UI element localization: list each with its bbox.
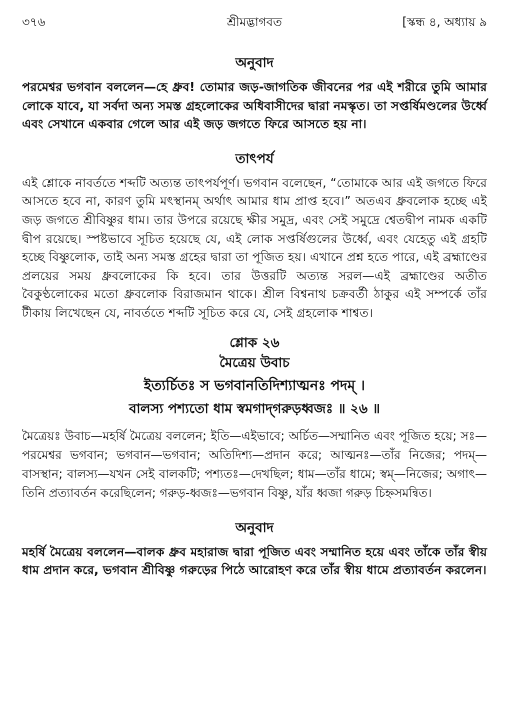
translation-heading: অনুবাদ (235, 55, 274, 71)
translation-text: পরমেশ্বর ভগবান বললেন—হে ধ্রুব! তোমার জড়-জাগতিক জীবনের পর এই শরীরে তুমি আমার লোকে যাবে, যা সর্বদা অন্য সমস্ত গ্রহলোকের অধিবাসীদের দ্বারা নমস্কৃত। তা সপ্তর্ষিমণ্ডলের উর্ধ্বে এবং সেখানে একবার গেলে আর এই জড় জগতে ফিরে আসতে হয় না। (22, 80, 487, 132)
verse-speaker: মৈত্রেয় উবাচ (219, 354, 290, 371)
purport-heading: তাৎপর্য (235, 150, 274, 167)
page-header (22, 14, 487, 36)
chapter-reference: [স্কন্ধ ৪, অধ্যায় ৯ (402, 15, 487, 29)
book-page (22, 14, 487, 580)
synonyms-text: মৈত্রেয়ঃ উবাচ—মহর্ষি মৈত্রেয় বললেন; ইতি—এইভাবে; অর্চিত—সম্মানিত এবং পূজিত হয়ে; সঃ—পরমেশ্বর ভগবান; ভগবান—ভগবান; অতিদিশ্য—প্রদান করে; আত্মনঃ—তাঁর নিজের; পদম্—বাসস্থান; বালস্য—যখন সেই বালকটি; পশ্যতঃ—দেখছিল; ধাম—তাঁর ধামে; স্বম্—নিজের; অগাৎ—তিনি প্রত্যাবর্তন করেছিলেন; গরুড়-ধ্বজঃ—ভগবান বিষ্ণু, যাঁর ধ্বজা গরুড় চিহ্নসমন্বিত। (22, 428, 487, 500)
translation-heading-2: অনুবাদ (235, 519, 274, 536)
translation-text-2: মহর্ষি মৈত্রেয় বললেন—বালক ধ্রুব মহারাজ দ্বারা পূজিত এবং সম্মানিত হয়ে এবং তাঁকে তাঁর স্বীয় ধাম প্রদান করে, ভগবান শ্রীবিষ্ণু গরুড়ের পিঠে আরোহণ করে তাঁর স্বীয় ধামে প্রত্যাবর্তন করলেন। (22, 544, 487, 578)
verse-number: শ্লোক ২৬ (229, 334, 280, 351)
page-number: ৩৭৬ (22, 15, 46, 29)
verse-line-1: ইত্যর্চিতঃ স ভগবানতিদিশ্যাত্মনঃ পদম্ । (143, 377, 366, 394)
purport-text: এই শ্লোকে নাবর্ততে শব্দটি অত্যন্ত তাৎপর্যপূর্ণ। ভগবান বলেছেন, “তোমাকে আর এই জগতে ফিরে আসতে হবে না, কারণ তুমি মৎস্থানম্ অর্থাৎ আমার ধাম প্রাপ্ত হবে।” অতএব ধ্রুবলোক হচ্ছে এই জড় জগতে শ্রীবিষ্ণুর ধাম। তার উপরে রয়েছে ক্ষীর সমুদ্র, এবং সেই সমুদ্রে শ্বেতদ্বীপ নামক একটি দ্বীপ রয়েছে। স্পষ্টভাবে সূচিত হয়েছে যে, এই লোক সপ্তর্ষিগুলের উর্ধ্বে, এবং যেহেতু এই গ্রহটি হচ্ছে বিষ্ণুলোক, তাই অন্য সমস্ত গ্রহের দ্বারা তা পূজিত হয়। এখানে প্রশ্ন হতে পারে, এই ব্রহ্মাণ্ডের প্রলয়ের সময় ধ্রুবলোকের কি হবে। তার উত্তরটি অত্যন্ত সরল—এই ব্রহ্মাণ্ডের অতীত বৈকুণ্ঠলোকের মতো ধ্রুবলোক বিরাজমান থাকে। শ্রীল বিশ্বনাথ চক্রবর্তী ঠাকুর এই সম্পর্কে তাঁর টীকায় লিখেছেন যে, নাবর্ততে শব্দটি সূচিত করে যে, সেই গ্রহলোক শাশ্বত। (22, 175, 487, 320)
verse-line-2: বালস্য পশ্যতো ধাম স্বমগাদ্‌গরুড়ধ্বজঃ ॥ ২৬ ॥ (129, 400, 380, 417)
book-title: শ্রীমদ্ভাগবত (226, 15, 282, 29)
